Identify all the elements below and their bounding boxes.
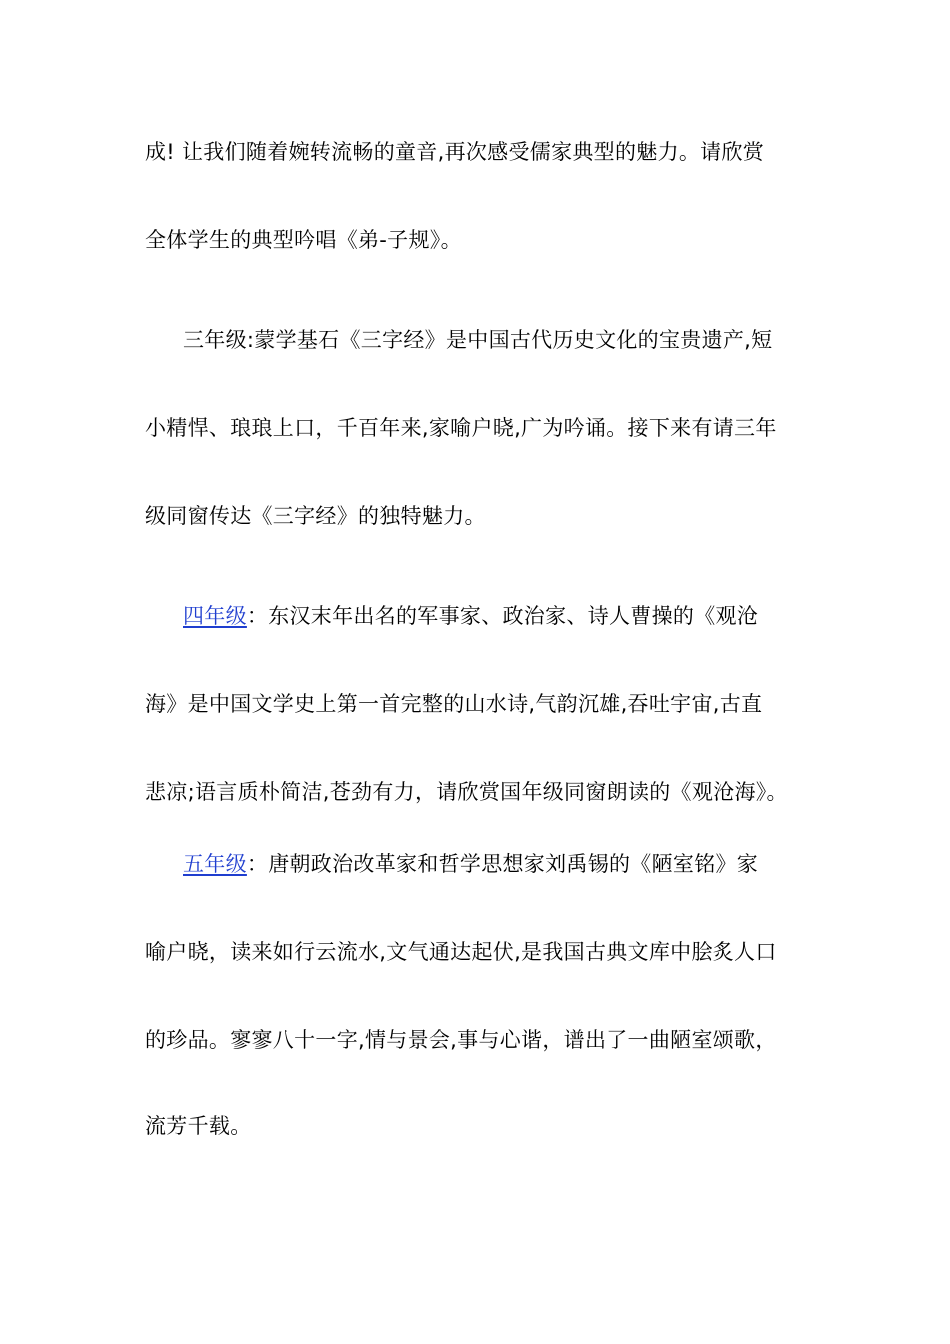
para2-line1: 三年级:蒙学基石《三字经》是中国古代历史文化的宝贵遗产,短: [183, 328, 773, 352]
para3-line1-text: ：东汉末年出名的军事家、政治家、诗人曹操的《观沧: [246, 604, 759, 628]
grade-four-link[interactable]: 四年级: [183, 604, 247, 628]
para2-line2: 小精悍、琅琅上口，千百年来,家喻户晓,广为吟诵。接下来有请三年: [145, 416, 777, 440]
para4-line2: 喻户晓，读来如行云流水,文气通达起伏,是我国古典文库中脍炙人口: [145, 940, 777, 964]
grade-five-link[interactable]: 五年级: [183, 852, 247, 876]
para3-line3: 悲凉;语言质朴简洁,苍劲有力，请欣赏国年级同窗朗读的《观沧海》。: [145, 780, 788, 804]
para4-line4: 流芳千载。: [145, 1114, 252, 1138]
para1-line2: 全体学生的典型吟唱《弟-子规》。: [145, 228, 462, 252]
para4-line1: [183, 850, 758, 878]
para4-line1-text: ：唐朝政治改革家和哲学思想家刘禹锡的《陋室铭》家: [246, 852, 759, 876]
para1-line1: 成! 让我们随着婉转流畅的童音,再次感受儒家典型的魅力。请欣赏: [145, 140, 765, 164]
para2-line3: 级同窗传达《三字经》的独特魅力。: [145, 504, 486, 528]
para3-line2: 海》是中国文学史上第一首完整的山水诗,气韵沉雄,吞吐宇宙,古直: [145, 692, 763, 716]
para3-line1: [183, 602, 758, 630]
para4-line3: 的珍品。寥寥八十一字,情与景会,事与心谐，谱出了一曲陋室颂歌，: [145, 1028, 777, 1052]
